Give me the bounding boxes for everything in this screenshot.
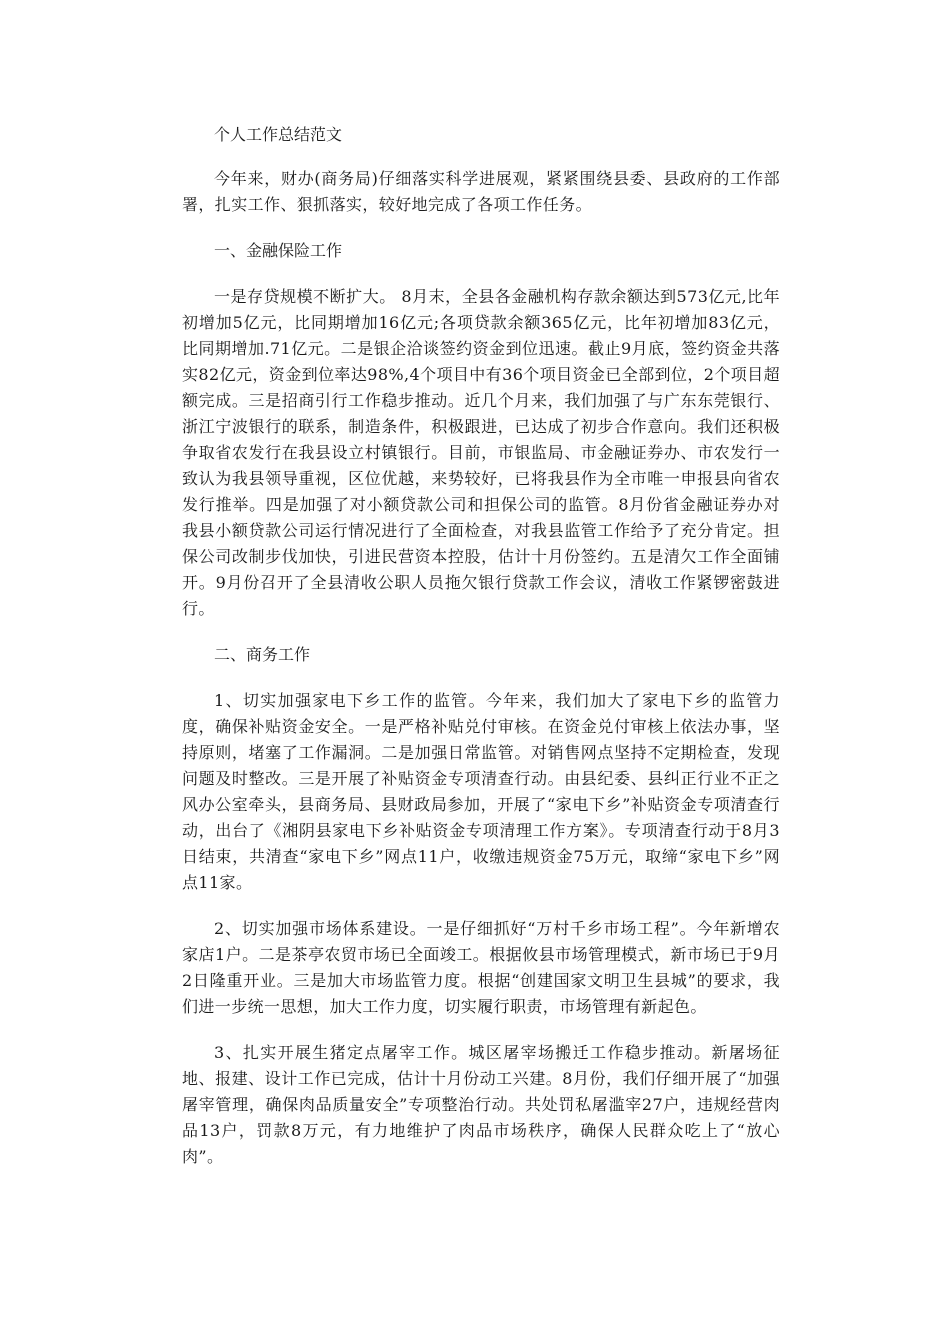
spacer: [182, 264, 780, 284]
spacer: [182, 1020, 780, 1040]
document-title: 个人工作总结范文: [214, 125, 343, 144]
spacer: [182, 668, 780, 688]
spacer: [182, 218, 780, 238]
spacer: [182, 148, 780, 166]
spacer: [182, 896, 780, 916]
document-body: [182, 122, 780, 1170]
finance-paragraph: 一是存贷规模不断扩大。 8月末，全县各金融机构存款余额达到573亿元,比年初增加5亿元，比同期增加16亿元;各项贷款余额365亿元，比年初增加83亿元，比同期增加.71亿元。二是银企洽谈签约资金到位迅速。截止9月底，签约资金共落实82亿元，资金到位率达98%,4个项目中有36个项目资金已全部到位，2个项目超额完成。三是招商引行工作稳步推动。近几个月来，我们加强了与广东东莞银行、浙江宁波银行的联系，制造条件，积极跟进，已达成了初步合作意向。我们还积极争取省农发行在我县设立村镇银行。目前，市银监局、市金融证券办、市农发行一致认为我县领导重视，区位优越，来势较好，已将我县作为全市唯一申报县向省农发行推举。四是加强了对小额贷款公司和担保公司的监管。8月份省金融证券办对我县小额贷款公司运行情况进行了全面检查，对我县监管工作给予了充分肯定。担保公司改制步伐加快，引进民营资本控股，估计十月份签约。五是清欠工作全面铺开。9月份召开了全县清收公职人员拖欠银行贷款工作会议，清收工作紧锣密鼓进行。: [182, 287, 780, 618]
intro-paragraph: 今年来，财办(商务局)仔细落实科学进展观，紧紧围绕县委、县政府的工作部署，扎实工作、狠抓落实，较好地完成了各项工作任务。: [182, 169, 780, 214]
section-heading-commerce: 二、商务工作: [214, 645, 311, 664]
section-heading-finance: 一、金融保险工作: [214, 241, 343, 260]
commerce-paragraph-3: 3、扎实开展生猪定点屠宰工作。城区屠宰场搬迁工作稳步推动。新屠场征地、报建、设计工作已完成，估计十月份动工兴建。8月份，我们仔细开展了“加强屠宰管理，确保肉品质量安全”专项整治行动。共处罚私屠滥宰27户，违规经营肉品13户，罚款8万元，有力地维护了肉品市场秩序，确保人民群众吃上了“放心肉”。: [182, 1043, 780, 1166]
spacer: [182, 622, 780, 642]
commerce-paragraph-2: 2、切实加强市场体系建设。一是仔细抓好“万村千乡市场工程”。今年新增农家店1户。二是茶亭农贸市场已全面竣工。根据攸县市场管理模式，新市场已于9月2日隆重开业。三是加大市场监管力度。根据“创建国家文明卫生县城”的要求，我们进一步统一思想，加大工作力度，切实履行职责，市场管理有新起色。: [182, 919, 780, 1016]
commerce-paragraph-1: 1、切实加强家电下乡工作的监管。今年来，我们加大了家电下乡的监管力度，确保补贴资金安全。一是严格补贴兑付审核。在资金兑付审核上依法办事，坚持原则，堵塞了工作漏洞。二是加强日常监管。对销售网点坚持不定期检查，发现问题及时整改。三是开展了补贴资金专项清查行动。由县纪委、县纠正行业不正之风办公室牵头，县商务局、县财政局参加，开展了“家电下乡”补贴资金专项清查行动，出台了《湘阴县家电下乡补贴资金专项清理工作方案》。专项清查行动于8月3日结束，共清查“家电下乡”网点11户，收缴违规资金75万元，取缔“家电下乡”网点11家。: [182, 691, 780, 892]
